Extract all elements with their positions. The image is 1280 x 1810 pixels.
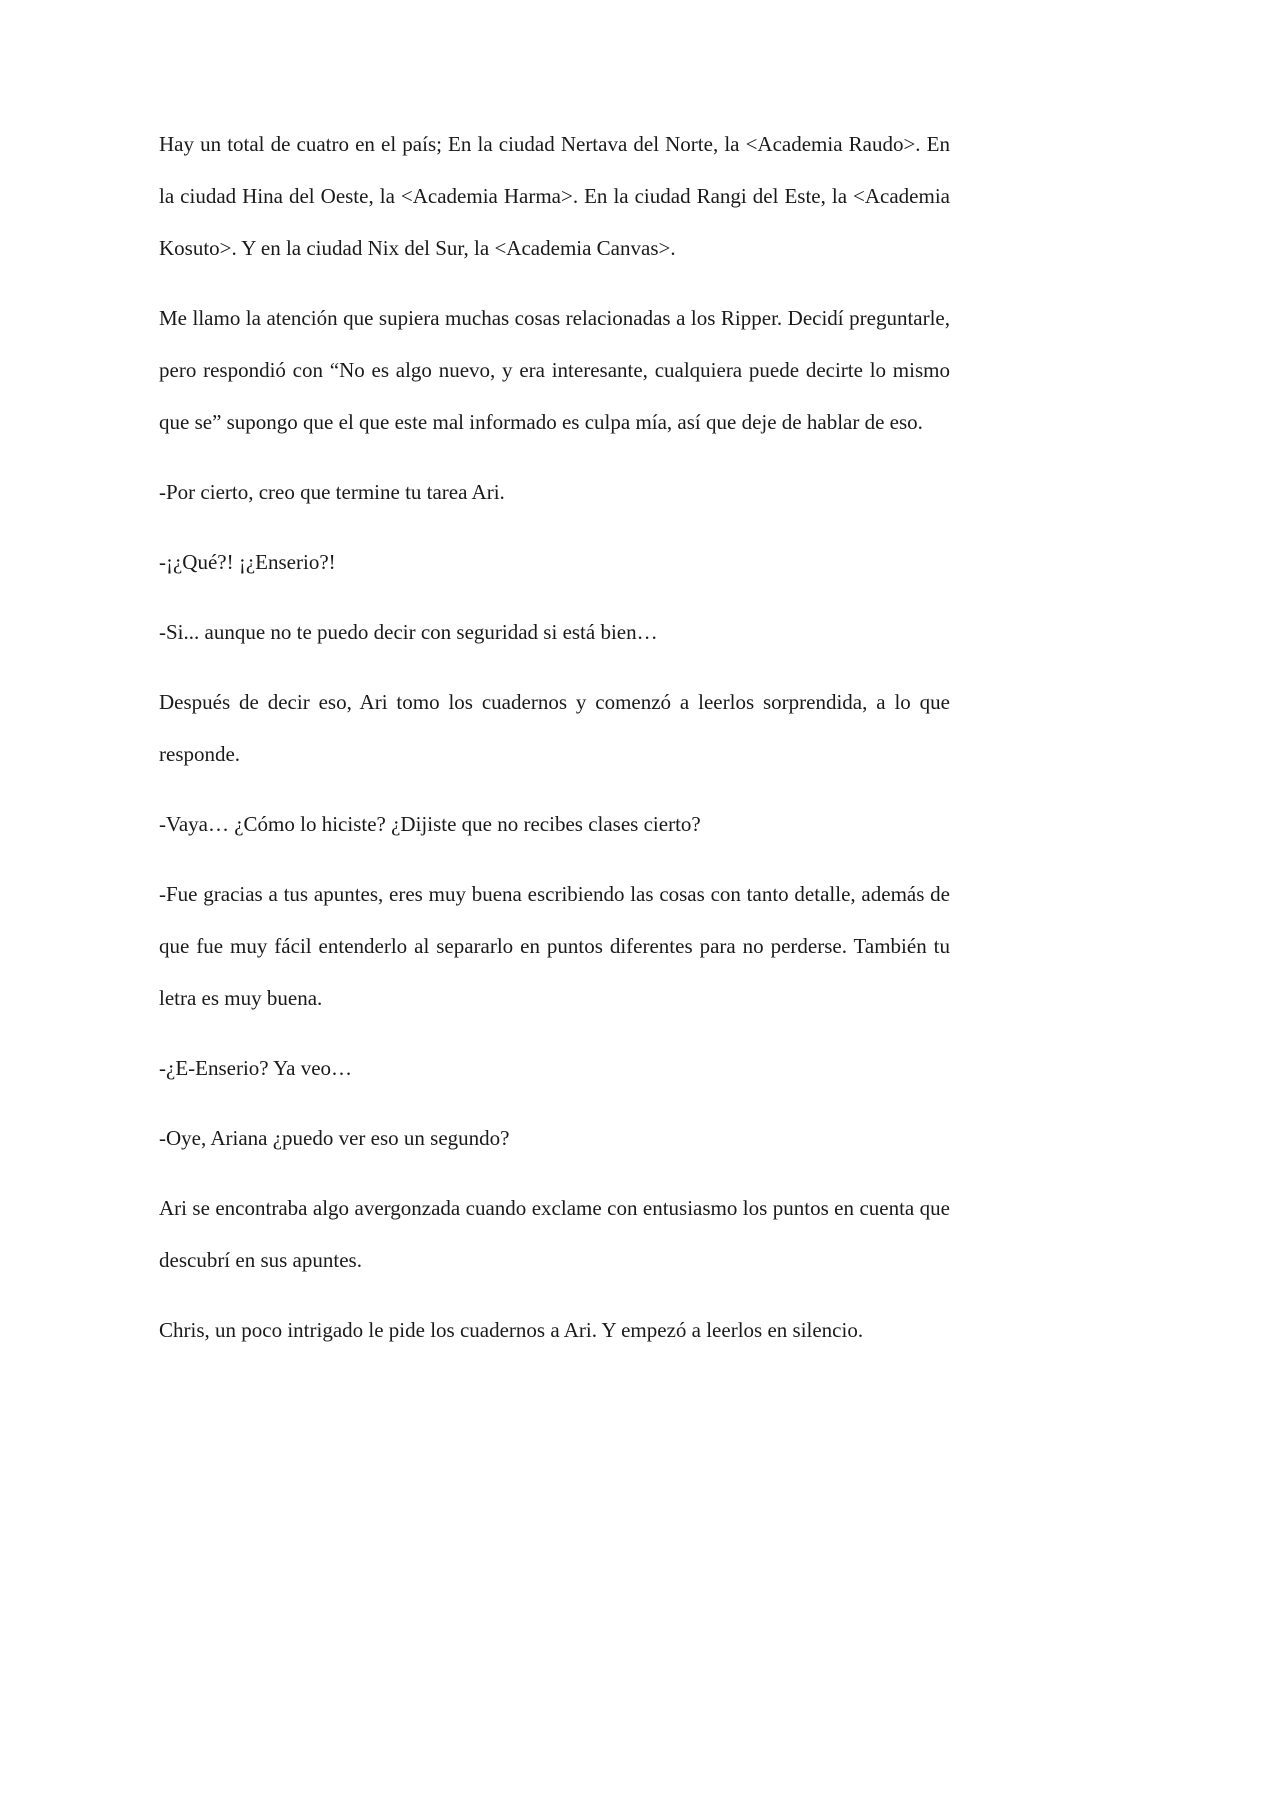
narration-paragraph: Después de decir eso, Ari tomo los cuadernos y comenzó a leerlos sorprendida, a lo que responde. bbox=[159, 690, 950, 766]
dialogue-line: -Por cierto, creo que termine tu tarea Ari. bbox=[159, 480, 505, 504]
dialogue-line: -¡¿Qué?! ¡¿Enserio?! bbox=[159, 550, 336, 574]
dialogue-line: -Fue gracias a tus apuntes, eres muy buena escribiendo las cosas con tanto detalle, además de que fue muy fácil entenderlo al separarlo en puntos diferentes para no perderse. También tu letra es muy buena. bbox=[159, 882, 950, 1010]
dialogue-line: -Vaya… ¿Cómo lo hiciste? ¿Dijiste que no recibes clases cierto? bbox=[159, 812, 701, 836]
dialogue-line: -Oye, Ariana ¿puedo ver eso un segundo? bbox=[159, 1126, 510, 1150]
narration-paragraph: Chris, un poco intrigado le pide los cuadernos a Ari. Y empezó a leerlos en silencio. bbox=[159, 1318, 864, 1342]
document-body bbox=[159, 118, 950, 1374]
dialogue-line: -Si... aunque no te puedo decir con seguridad si está bien… bbox=[159, 620, 658, 644]
narration-paragraph: Ari se encontraba algo avergonzada cuando exclame con entusiasmo los puntos en cuenta que descubrí en sus apuntes. bbox=[159, 1196, 950, 1272]
paragraph-academias: Hay un total de cuatro en el país; En la ciudad Nertava del Norte, la <Academia Raudo>. En la ciudad Hina del Oeste, la <Academia Harma>. En la ciudad Rangi del Este, la <Academia Kosuto>. Y en la ciudad Nix del Sur, la <Academia Canvas>. bbox=[159, 132, 950, 260]
dialogue-line: -¿E-Enserio? Ya veo… bbox=[159, 1056, 353, 1080]
paragraph-ripper: Me llamo la atención que supiera muchas cosas relacionadas a los Ripper. Decidí preguntarle, pero respondió con “No es algo nuevo, y era interesante, cualquiera puede decirte lo mismo que se” supongo que el que este mal informado es culpa mía, así que deje de hablar de eso. bbox=[159, 306, 950, 434]
